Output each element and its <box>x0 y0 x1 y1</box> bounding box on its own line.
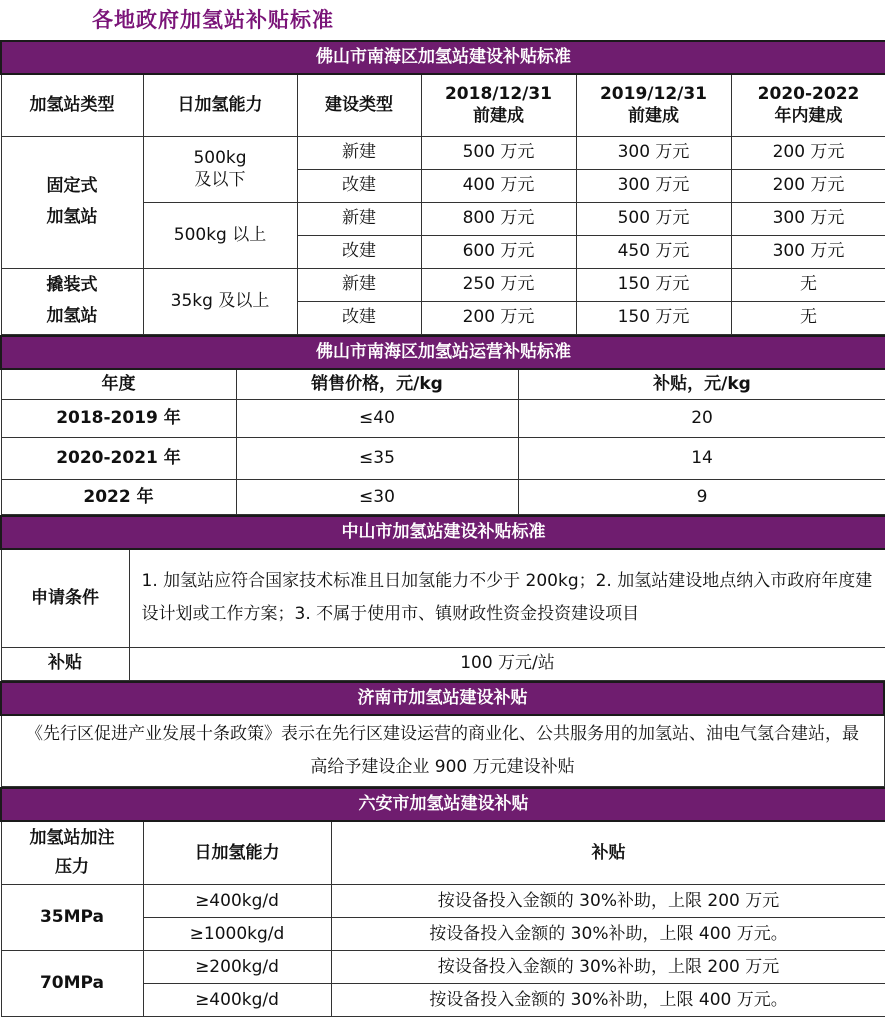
year-cell: 2018-2019 年 <box>1 400 236 438</box>
subsidy-cell: 按设备投入金额的 30%补助，上限 200 万元 <box>331 951 885 984</box>
build-type-cell: 改建 <box>297 169 421 202</box>
subsidy-cell: 200 万元 <box>421 301 576 334</box>
header-daily-capacity: 日加氢能力 <box>143 74 297 136</box>
subsidy-value: 100 万元/站 <box>129 647 885 680</box>
build-type-cell: 改建 <box>297 235 421 268</box>
condition-text: 1. 加氢站应符合国家技术标准且日加氢能力不少于 200kg；2. 加氢站建设地点纳入市政府年度建设计划或工作方案；3. 不属于使用市、镇财政性资金投资建设项目 <box>129 549 885 647</box>
luan-table <box>0 787 885 1018</box>
header-year: 年度 <box>1 369 236 400</box>
subsidy-cell: 600 万元 <box>421 235 576 268</box>
header-2018: 2018/12/31 前建成 <box>421 74 576 136</box>
subsidy-cell: 按设备投入金额的 30%补助，上限 200 万元 <box>331 885 885 918</box>
header-2020-2022: 2020-2022 年内建成 <box>731 74 885 136</box>
foshan-build-heading: 佛山市南海区加氢站建设补贴标准 <box>1 41 885 74</box>
capacity-cell: ≥400kg/d <box>143 984 331 1017</box>
header-build-type: 建设类型 <box>297 74 421 136</box>
subsidy-cell: 150 万元 <box>576 268 731 301</box>
header-pressure: 加氢站加注 压力 <box>1 821 143 885</box>
capacity-500-below: 500kg 及以下 <box>143 136 297 202</box>
subsidy-cell: 250 万元 <box>421 268 576 301</box>
jinan-policy-text: 《先行区促进产业发展十条政策》表示在先行区建设运营的商业化、公共服务用的加氢站、油电气氢合建站，最高给予建设企业 900 万元建设补贴 <box>1 715 884 787</box>
jinan-table <box>0 681 885 787</box>
subsidy-cell: 14 <box>518 438 885 480</box>
foshan-build-table <box>0 40 885 335</box>
foshan-ops-table <box>0 335 885 516</box>
subsidy-cell: 500 万元 <box>421 136 576 169</box>
zhongshan-table <box>0 515 885 681</box>
year-cell: 2020-2021 年 <box>1 438 236 480</box>
header-station-type: 加氢站类型 <box>1 74 143 136</box>
pressure-35mpa: 35MPa <box>1 885 143 951</box>
capacity-cell: ≥200kg/d <box>143 951 331 984</box>
capacity-cell: ≥1000kg/d <box>143 918 331 951</box>
subsidy-cell: 800 万元 <box>421 202 576 235</box>
subsidy-cell: 300 万元 <box>576 169 731 202</box>
subsidy-cell: 200 万元 <box>731 169 885 202</box>
year-cell: 2022 年 <box>1 480 236 515</box>
build-type-cell: 新建 <box>297 136 421 169</box>
build-type-cell: 新建 <box>297 268 421 301</box>
subsidy-cell: 400 万元 <box>421 169 576 202</box>
subsidy-cell: 150 万元 <box>576 301 731 334</box>
pressure-70mpa: 70MPa <box>1 951 143 1017</box>
subsidy-cell: 9 <box>518 480 885 515</box>
capacity-35: 35kg 及以上 <box>143 268 297 334</box>
header-sale-price: 销售价格，元/kg <box>236 369 518 400</box>
subsidy-cell: 500 万元 <box>576 202 731 235</box>
subsidy-cell: 无 <box>731 268 885 301</box>
header-daily-capacity: 日加氢能力 <box>143 821 331 885</box>
subsidy-cell: 20 <box>518 400 885 438</box>
subsidy-label: 补贴 <box>1 647 129 680</box>
condition-label: 申请条件 <box>1 549 129 647</box>
jinan-heading: 济南市加氢站建设补贴 <box>1 682 884 715</box>
subsidy-cell: 300 万元 <box>731 202 885 235</box>
zhongshan-heading: 中山市加氢站建设补贴标准 <box>1 516 885 549</box>
foshan-ops-heading: 佛山市南海区加氢站运营补贴标准 <box>1 336 885 369</box>
price-cell: ≤30 <box>236 480 518 515</box>
subsidy-cell: 按设备投入金额的 30%补助，上限 400 万元。 <box>331 918 885 951</box>
price-cell: ≤35 <box>236 438 518 480</box>
luan-heading: 六安市加氢站建设补贴 <box>1 788 885 821</box>
subsidy-cell: 300 万元 <box>731 235 885 268</box>
subsidy-cell: 无 <box>731 301 885 334</box>
capacity-500-above: 500kg 以上 <box>143 202 297 268</box>
price-cell: ≤40 <box>236 400 518 438</box>
build-type-cell: 新建 <box>297 202 421 235</box>
skid-station-label: 撬装式 加氢站 <box>1 268 143 334</box>
subsidy-cell: 200 万元 <box>731 136 885 169</box>
subsidy-cell: 450 万元 <box>576 235 731 268</box>
header-subsidy: 补贴 <box>331 821 885 885</box>
capacity-cell: ≥400kg/d <box>143 885 331 918</box>
subsidy-cell: 300 万元 <box>576 136 731 169</box>
build-type-cell: 改建 <box>297 301 421 334</box>
header-2019: 2019/12/31 前建成 <box>576 74 731 136</box>
subsidy-cell: 按设备投入金额的 30%补助，上限 400 万元。 <box>331 984 885 1017</box>
fixed-station-label: 固定式 加氢站 <box>1 136 143 268</box>
subsidy-tables <box>0 40 885 1017</box>
page-title: 各地政府加氢站补贴标准 <box>92 8 334 32</box>
header-subsidy-per-kg: 补贴，元/kg <box>518 369 885 400</box>
